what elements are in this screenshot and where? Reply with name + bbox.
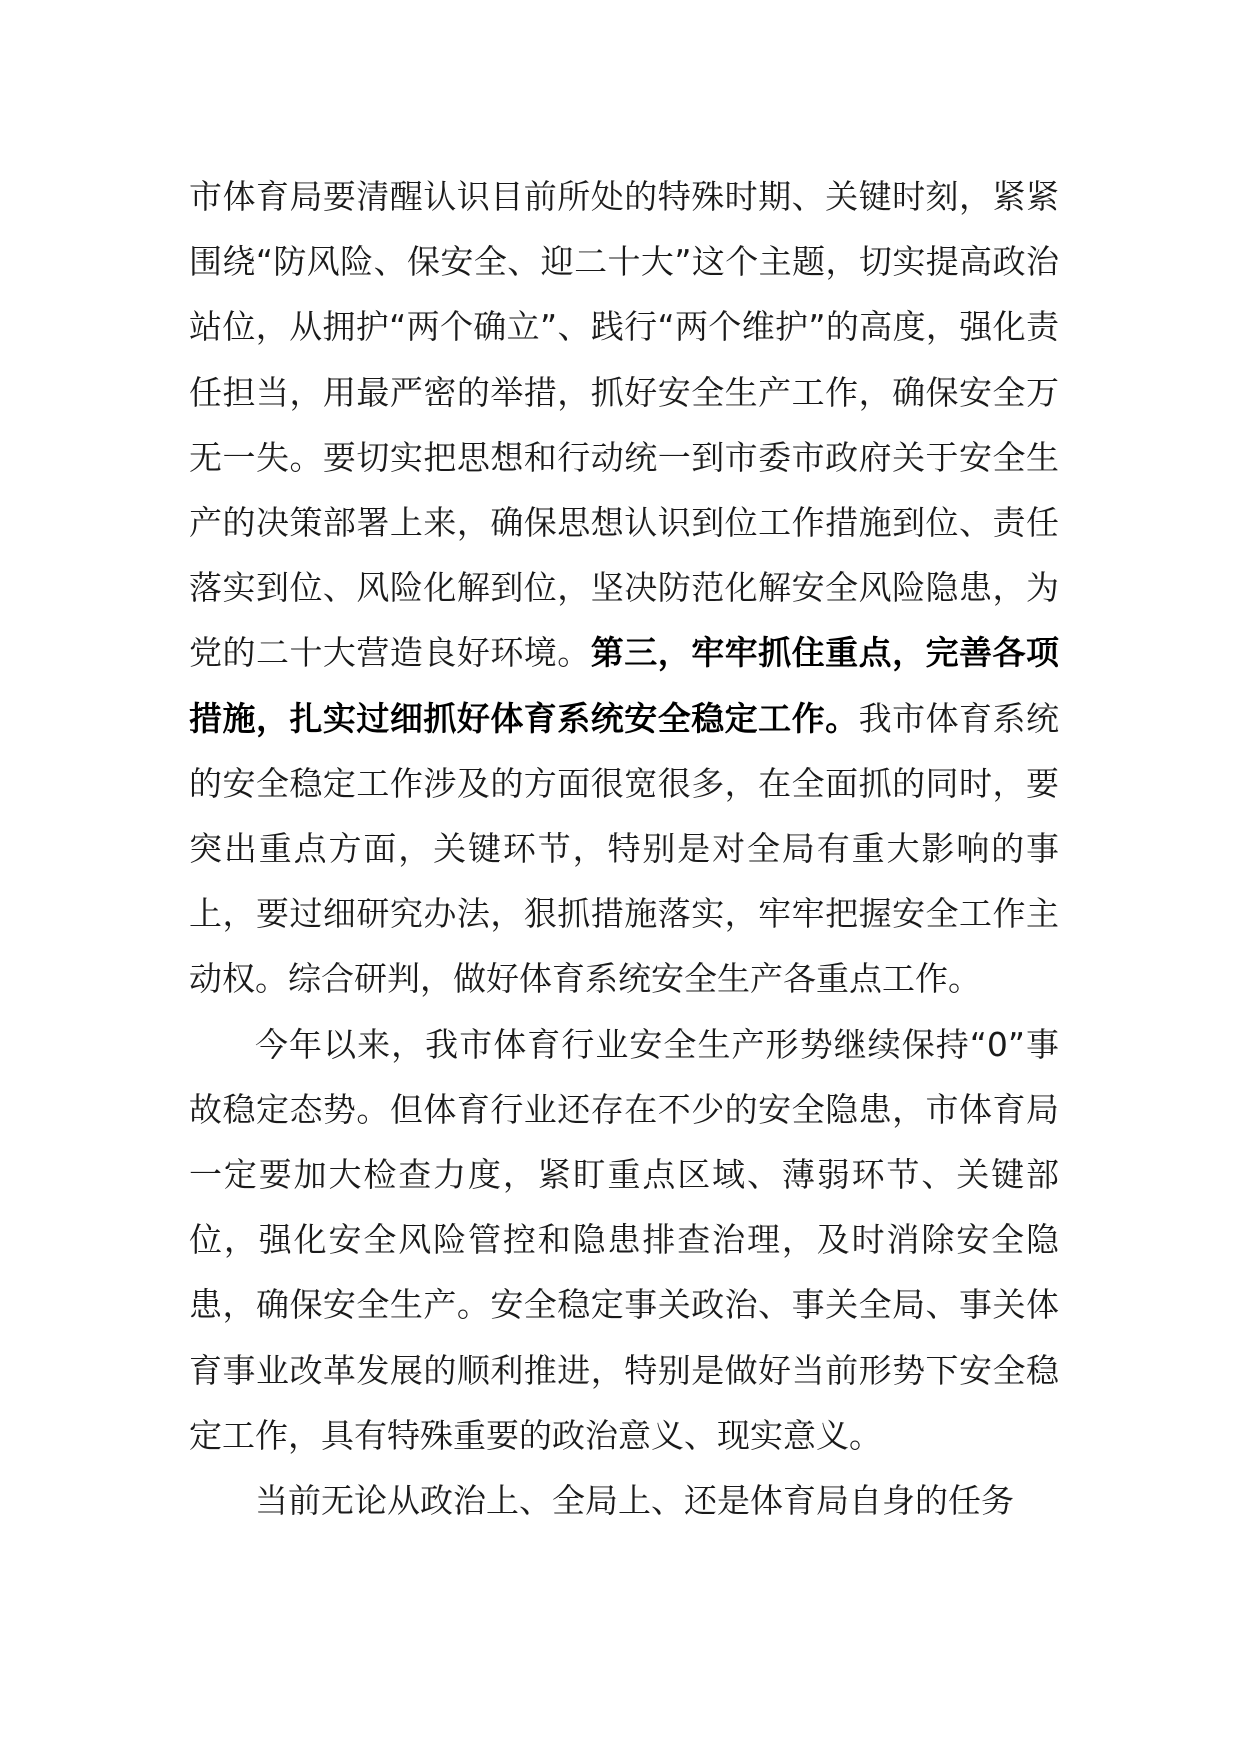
paragraph-2 [189, 1012, 1059, 1468]
paragraph-3 [189, 1468, 1059, 1533]
paragraph-3-text: 当前无论从政治上、全局上、还是体育局自身的任务 [255, 1481, 1014, 1521]
paragraph-1-text-1: 市体育局要清醒认识目前所处的特殊时期、关键时刻，紧紧围绕“防风险、保安全、迎二十大”这个主题，切实提高政治站位，从拥护“两个确立”、践行“两个维护”的高度，强化责任担当，用最严密的举措，抓好安全生产工作，确保安全万无一失。要切实把思想和行动统一到市委市政府关于安全生产的决策部署上来，确保思想认识到位工作措施到位、责任落实到位、风险化解到位，坚决防范化解安全风险隐患，为党的二十大营造良好环境。 [189, 177, 1059, 673]
paragraph-1 [189, 164, 1059, 1012]
paragraph-1-text-2: 我市体育系统的安全稳定工作涉及的方面很宽很多，在全面抓的同时，要突出重点方面，关键环节，特别是对全局有重大影响的事上，要过细研究办法，狠抓措施落实，牢牢把握安全工作主动权。综合研判，做好体育系统安全生产各重点工作。 [189, 698, 1060, 999]
paragraph-1-bold-heading: 第三，牢牢抓住重点，完善各项措施，扎实过细抓好体育系统安全稳定工作。 [189, 633, 1060, 738]
document-body [189, 164, 1059, 1533]
paragraph-2-text: 今年以来，我市体育行业安全生产形势继续保持“0”事故稳定态势。但体育行业还存在不少的安全隐患，市体育局一定要加大检查力度，紧盯重点区域、薄弱环节、关键部位，强化安全风险管控和隐患排查治理，及时消除安全隐患，确保安全生产。安全稳定事关政治、事关全局、事关体育事业改革发展的顺利推进，特别是做好当前形势下安全稳定工作，具有特殊重要的政治意义、现实意义。 [189, 1024, 1059, 1455]
